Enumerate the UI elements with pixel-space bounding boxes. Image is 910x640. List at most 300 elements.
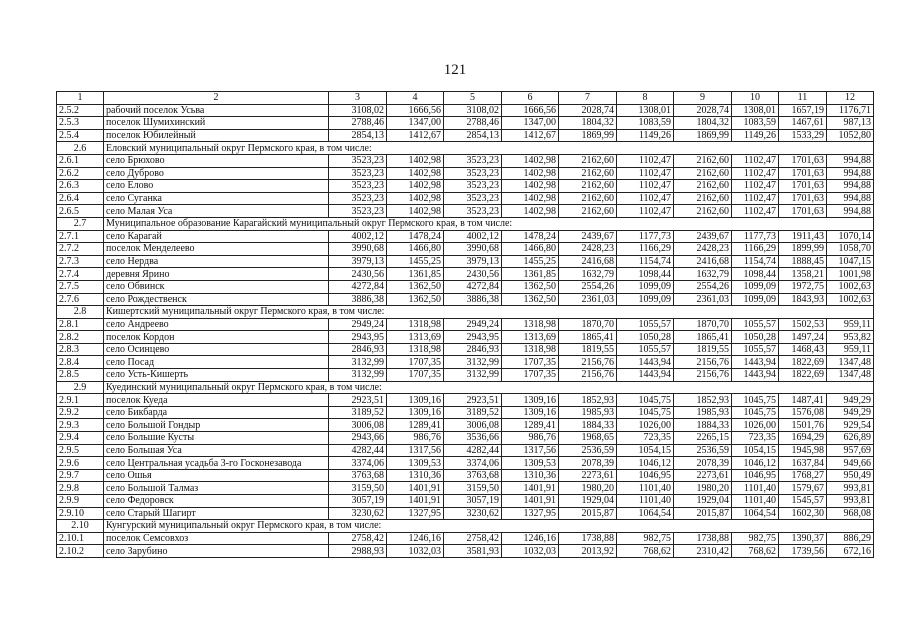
- value-cell: 723,35: [617, 432, 674, 445]
- value-cell: 1390,37: [779, 532, 827, 545]
- column-header: 5: [444, 92, 502, 105]
- value-cell: 950,49: [827, 469, 874, 482]
- value-cell: 993,81: [827, 495, 874, 508]
- value-cell: 1468,43: [779, 343, 827, 356]
- value-cell: 3132,99: [444, 369, 502, 382]
- value-cell: 3108,02: [444, 104, 502, 117]
- value-cell: 1246,16: [502, 532, 559, 545]
- value-cell: 3159,50: [329, 482, 387, 495]
- table-row: [57, 406, 874, 419]
- column-header: 3: [329, 92, 387, 105]
- row-code: 2.9.6: [57, 457, 104, 470]
- value-cell: 1362,50: [387, 293, 444, 306]
- table-row: [57, 457, 874, 470]
- section-row: [57, 381, 874, 394]
- row-code: 2.9.7: [57, 469, 104, 482]
- value-cell: 2428,23: [559, 243, 617, 256]
- settlement-name: поселок Менделеево: [104, 243, 329, 256]
- value-cell: 1980,20: [559, 482, 617, 495]
- section-row: [57, 142, 874, 155]
- value-cell: 1149,26: [732, 129, 779, 142]
- value-cell: 1055,57: [617, 318, 674, 331]
- row-code: 2.6: [57, 142, 104, 155]
- value-cell: 1045,75: [732, 406, 779, 419]
- settlement-name: село Зарубино: [104, 545, 329, 558]
- row-code: 2.6.5: [57, 205, 104, 218]
- value-cell: 1412,67: [387, 129, 444, 142]
- value-cell: 949,66: [827, 457, 874, 470]
- value-cell: 1487,41: [779, 394, 827, 407]
- table-row: [57, 369, 874, 382]
- value-cell: 3057,19: [444, 495, 502, 508]
- value-cell: 1308,01: [617, 104, 674, 117]
- value-cell: 1317,56: [387, 444, 444, 457]
- value-cell: 1046,12: [732, 457, 779, 470]
- value-cell: 1401,91: [502, 495, 559, 508]
- value-cell: 1899,99: [779, 243, 827, 256]
- value-cell: 1083,59: [617, 117, 674, 130]
- row-code: 2.9.10: [57, 507, 104, 520]
- value-cell: 2162,60: [674, 192, 732, 205]
- row-code: 2.7.5: [57, 280, 104, 293]
- value-cell: 1985,93: [559, 406, 617, 419]
- value-cell: 1313,69: [387, 331, 444, 344]
- value-cell: 1402,98: [502, 167, 559, 180]
- value-cell: 3523,23: [444, 180, 502, 193]
- value-cell: 1884,33: [674, 419, 732, 432]
- value-cell: 1289,41: [387, 419, 444, 432]
- settlement-name: село Брюхово: [104, 154, 329, 167]
- table-body: [57, 92, 874, 558]
- value-cell: 1865,41: [559, 331, 617, 344]
- value-cell: 2923,51: [444, 394, 502, 407]
- value-cell: 1313,69: [502, 331, 559, 344]
- value-cell: 1707,35: [387, 369, 444, 382]
- value-cell: 1055,57: [732, 343, 779, 356]
- value-cell: 1545,57: [779, 495, 827, 508]
- value-cell: 2015,87: [674, 507, 732, 520]
- value-cell: 1026,00: [617, 419, 674, 432]
- value-cell: 1945,98: [779, 444, 827, 457]
- value-cell: 4002,12: [444, 230, 502, 243]
- value-cell: 2028,74: [559, 104, 617, 117]
- column-header: 4: [387, 92, 444, 105]
- value-cell: 1701,63: [779, 180, 827, 193]
- table-row: [57, 545, 874, 558]
- value-cell: 1347,48: [827, 356, 874, 369]
- value-cell: 957,69: [827, 444, 874, 457]
- row-code: 2.7.2: [57, 243, 104, 256]
- value-cell: 626,89: [827, 432, 874, 445]
- value-cell: 4272,84: [329, 280, 387, 293]
- value-cell: 1054,15: [732, 444, 779, 457]
- value-cell: 2430,56: [329, 268, 387, 281]
- value-cell: 1401,91: [502, 482, 559, 495]
- value-cell: 1308,01: [732, 104, 779, 117]
- value-cell: 1888,45: [779, 255, 827, 268]
- value-cell: 1318,98: [387, 318, 444, 331]
- settlement-name: село Большая Уса: [104, 444, 329, 457]
- value-cell: 1055,57: [617, 343, 674, 356]
- value-cell: 3990,68: [329, 243, 387, 256]
- value-cell: 1402,98: [387, 154, 444, 167]
- row-code: 2.8.4: [57, 356, 104, 369]
- table-row: [57, 268, 874, 281]
- table-row: [57, 444, 874, 457]
- value-cell: 2788,46: [444, 117, 502, 130]
- value-cell: 1985,93: [674, 406, 732, 419]
- value-cell: 1455,25: [502, 255, 559, 268]
- table-row: [57, 331, 874, 344]
- value-cell: 1401,91: [387, 482, 444, 495]
- value-cell: 1402,98: [502, 154, 559, 167]
- value-cell: 3132,99: [329, 356, 387, 369]
- settlement-name: село Карагай: [104, 230, 329, 243]
- value-cell: 1455,25: [387, 255, 444, 268]
- settlement-name: село Андреево: [104, 318, 329, 331]
- table-row: [57, 205, 874, 218]
- value-cell: 1632,79: [559, 268, 617, 281]
- page-number: 121: [443, 62, 467, 78]
- value-cell: 1318,98: [387, 343, 444, 356]
- value-cell: 2554,26: [559, 280, 617, 293]
- value-cell: 2156,76: [559, 356, 617, 369]
- settlement-name: село Бикбарда: [104, 406, 329, 419]
- value-cell: 1637,84: [779, 457, 827, 470]
- value-cell: 1102,47: [732, 205, 779, 218]
- value-cell: 2943,95: [329, 331, 387, 344]
- value-cell: 986,76: [387, 432, 444, 445]
- value-cell: 3159,50: [444, 482, 502, 495]
- value-cell: 2430,56: [444, 268, 502, 281]
- table-row: [57, 280, 874, 293]
- value-cell: 3230,62: [329, 507, 387, 520]
- column-header: 2: [104, 92, 329, 105]
- value-cell: 1819,55: [674, 343, 732, 356]
- row-code: 2.5.4: [57, 129, 104, 142]
- row-code: 2.8.5: [57, 369, 104, 382]
- table-row: [57, 507, 874, 520]
- value-cell: 1055,57: [732, 318, 779, 331]
- value-cell: 1666,56: [502, 104, 559, 117]
- value-cell: 2162,60: [674, 205, 732, 218]
- value-cell: 1309,53: [502, 457, 559, 470]
- value-cell: 1246,16: [387, 532, 444, 545]
- value-cell: 1347,48: [827, 369, 874, 382]
- section-title: Муниципальное образование Карагайский муниципальный округ Пермского края, в том числе:: [104, 217, 874, 230]
- value-cell: 3523,23: [444, 192, 502, 205]
- value-cell: 982,75: [732, 532, 779, 545]
- row-code: 2.7.6: [57, 293, 104, 306]
- value-cell: 3006,08: [444, 419, 502, 432]
- value-cell: 2949,24: [444, 318, 502, 331]
- settlement-name: поселок Юбилейный: [104, 129, 329, 142]
- value-cell: 1852,93: [559, 394, 617, 407]
- value-cell: 3523,23: [329, 180, 387, 193]
- value-cell: 3057,19: [329, 495, 387, 508]
- value-cell: 2162,60: [674, 167, 732, 180]
- section-title: Еловский муниципальный округ Пермского края, в том числе:: [104, 142, 874, 155]
- value-cell: 1309,16: [387, 406, 444, 419]
- value-cell: 768,62: [617, 545, 674, 558]
- settlement-name: село Нердва: [104, 255, 329, 268]
- value-cell: 1412,67: [502, 129, 559, 142]
- settlement-name: рабочий поселок Усьва: [104, 104, 329, 117]
- row-code: 2.9.2: [57, 406, 104, 419]
- value-cell: 2310,42: [674, 545, 732, 558]
- value-cell: 2439,67: [674, 230, 732, 243]
- value-cell: 4002,12: [329, 230, 387, 243]
- value-cell: 1166,29: [732, 243, 779, 256]
- value-cell: 1869,99: [559, 129, 617, 142]
- value-cell: 1701,63: [779, 192, 827, 205]
- value-cell: 993,81: [827, 482, 874, 495]
- value-cell: 1870,70: [559, 318, 617, 331]
- value-cell: 2949,24: [329, 318, 387, 331]
- table-row: [57, 180, 874, 193]
- value-cell: 1402,98: [387, 180, 444, 193]
- table-row: [57, 394, 874, 407]
- table-row: [57, 419, 874, 432]
- settlement-name: село Центральная усадьба 3-го Госконезавода: [104, 457, 329, 470]
- value-cell: 1177,73: [617, 230, 674, 243]
- value-cell: 1327,95: [502, 507, 559, 520]
- value-cell: 3006,08: [329, 419, 387, 432]
- value-cell: 1657,19: [779, 104, 827, 117]
- settlement-name: село Большие Кусты: [104, 432, 329, 445]
- value-cell: 994,88: [827, 154, 874, 167]
- value-cell: 1099,09: [617, 293, 674, 306]
- value-cell: 1002,63: [827, 293, 874, 306]
- value-cell: 1154,74: [617, 255, 674, 268]
- column-header: 7: [559, 92, 617, 105]
- value-cell: 1402,98: [502, 192, 559, 205]
- value-cell: 1310,36: [387, 469, 444, 482]
- value-cell: 2273,61: [559, 469, 617, 482]
- row-code: 2.9.8: [57, 482, 104, 495]
- value-cell: 2361,03: [559, 293, 617, 306]
- table-row: [57, 469, 874, 482]
- value-cell: 1443,94: [617, 356, 674, 369]
- value-cell: 2078,39: [559, 457, 617, 470]
- value-cell: 2536,59: [674, 444, 732, 457]
- value-cell: 1402,98: [502, 180, 559, 193]
- section-title: Кишертский муниципальный округ Пермского края, в том числе:: [104, 306, 874, 319]
- settlement-name: село Большой Гондыр: [104, 419, 329, 432]
- value-cell: 1289,41: [502, 419, 559, 432]
- value-cell: 994,88: [827, 205, 874, 218]
- value-cell: 1972,75: [779, 280, 827, 293]
- table-row: [57, 129, 874, 142]
- value-cell: 1309,53: [387, 457, 444, 470]
- value-cell: 1822,69: [779, 369, 827, 382]
- value-cell: 1478,24: [502, 230, 559, 243]
- value-cell: 1026,00: [732, 419, 779, 432]
- value-cell: 1579,67: [779, 482, 827, 495]
- value-cell: 2013,92: [559, 545, 617, 558]
- value-cell: 2162,60: [559, 192, 617, 205]
- value-cell: 1310,36: [502, 469, 559, 482]
- value-cell: 1602,30: [779, 507, 827, 520]
- value-cell: 2416,68: [559, 255, 617, 268]
- value-cell: 3132,99: [329, 369, 387, 382]
- value-cell: 3523,23: [444, 167, 502, 180]
- value-cell: 1177,73: [732, 230, 779, 243]
- value-cell: 953,82: [827, 331, 874, 344]
- value-cell: 2416,68: [674, 255, 732, 268]
- value-cell: 1347,00: [387, 117, 444, 130]
- value-cell: 1738,88: [674, 532, 732, 545]
- settlement-name: поселок Шумихинский: [104, 117, 329, 130]
- value-cell: 1098,44: [617, 268, 674, 281]
- row-code: 2.10.1: [57, 532, 104, 545]
- value-cell: 1101,40: [617, 495, 674, 508]
- value-cell: 3886,38: [444, 293, 502, 306]
- table-row: [57, 255, 874, 268]
- value-cell: 3886,38: [329, 293, 387, 306]
- value-cell: 1865,41: [674, 331, 732, 344]
- value-cell: 1402,98: [502, 205, 559, 218]
- value-cell: 982,75: [617, 532, 674, 545]
- value-cell: 1852,93: [674, 394, 732, 407]
- table-row: [57, 482, 874, 495]
- value-cell: 1768,27: [779, 469, 827, 482]
- table-row: [57, 432, 874, 445]
- value-cell: 1911,43: [779, 230, 827, 243]
- value-cell: 4282,44: [444, 444, 502, 457]
- value-cell: 3523,23: [329, 154, 387, 167]
- section-row: [57, 306, 874, 319]
- settlement-name: поселок Кордон: [104, 331, 329, 344]
- value-cell: 3523,23: [329, 167, 387, 180]
- value-cell: 1804,32: [674, 117, 732, 130]
- value-cell: 1032,03: [387, 545, 444, 558]
- value-cell: 3132,99: [444, 356, 502, 369]
- row-code: 2.8: [57, 306, 104, 319]
- value-cell: 1502,53: [779, 318, 827, 331]
- column-header: 12: [827, 92, 874, 105]
- table-row: [57, 356, 874, 369]
- value-cell: 1101,40: [732, 482, 779, 495]
- row-code: 2.9.3: [57, 419, 104, 432]
- value-cell: 3523,23: [329, 205, 387, 218]
- value-cell: 1361,85: [387, 268, 444, 281]
- value-cell: 2788,46: [329, 117, 387, 130]
- value-cell: 4272,84: [444, 280, 502, 293]
- settlement-name: село Старый Шагирт: [104, 507, 329, 520]
- row-code: 2.9.9: [57, 495, 104, 508]
- value-cell: 4282,44: [329, 444, 387, 457]
- value-cell: 2265,15: [674, 432, 732, 445]
- value-cell: 886,29: [827, 532, 874, 545]
- row-code: 2.5.3: [57, 117, 104, 130]
- column-header: 9: [674, 92, 732, 105]
- value-cell: 1466,80: [502, 243, 559, 256]
- value-cell: 1102,47: [732, 180, 779, 193]
- value-cell: 2758,42: [444, 532, 502, 545]
- value-cell: 1497,24: [779, 331, 827, 344]
- settlement-name: село Малая Уса: [104, 205, 329, 218]
- table-row: [57, 318, 874, 331]
- value-cell: 1099,09: [732, 280, 779, 293]
- value-cell: 2162,60: [559, 205, 617, 218]
- value-cell: 1052,80: [827, 129, 874, 142]
- value-cell: 1980,20: [674, 482, 732, 495]
- value-cell: 2015,87: [559, 507, 617, 520]
- value-cell: 994,88: [827, 167, 874, 180]
- value-cell: 1050,28: [617, 331, 674, 344]
- value-cell: 1002,63: [827, 280, 874, 293]
- value-cell: 3763,68: [329, 469, 387, 482]
- value-cell: 3523,23: [444, 154, 502, 167]
- value-cell: 672,16: [827, 545, 874, 558]
- value-cell: 1707,35: [502, 369, 559, 382]
- value-cell: 1099,09: [617, 280, 674, 293]
- value-cell: 2028,74: [674, 104, 732, 117]
- table-row: [57, 104, 874, 117]
- value-cell: 1046,95: [617, 469, 674, 482]
- value-cell: 2078,39: [674, 457, 732, 470]
- tariff-table: [56, 91, 874, 558]
- value-cell: 2162,60: [559, 167, 617, 180]
- table-row: [57, 192, 874, 205]
- table-row: [57, 495, 874, 508]
- value-cell: 1166,29: [617, 243, 674, 256]
- value-cell: 1102,47: [617, 180, 674, 193]
- table-row: [57, 243, 874, 256]
- row-code: 2.6.3: [57, 180, 104, 193]
- row-code: 2.9.5: [57, 444, 104, 457]
- value-cell: 1102,47: [732, 192, 779, 205]
- value-cell: 2923,51: [329, 394, 387, 407]
- value-cell: 1309,16: [502, 394, 559, 407]
- section-row: [57, 217, 874, 230]
- section-title: Кунгурский муниципальный округ Пермского края, в том числе:: [104, 520, 874, 533]
- value-cell: 1968,65: [559, 432, 617, 445]
- value-cell: 1154,74: [732, 255, 779, 268]
- value-cell: 1098,44: [732, 268, 779, 281]
- value-cell: 1738,88: [559, 532, 617, 545]
- value-cell: 1694,29: [779, 432, 827, 445]
- value-cell: 1929,04: [674, 495, 732, 508]
- settlement-name: поселок Семсовхоз: [104, 532, 329, 545]
- value-cell: 1401,91: [387, 495, 444, 508]
- settlement-name: село Посад: [104, 356, 329, 369]
- value-cell: 3230,62: [444, 507, 502, 520]
- value-cell: 1576,08: [779, 406, 827, 419]
- value-cell: 1804,32: [559, 117, 617, 130]
- value-cell: 768,62: [732, 545, 779, 558]
- value-cell: 1358,21: [779, 268, 827, 281]
- value-cell: 994,88: [827, 180, 874, 193]
- value-cell: 1347,00: [502, 117, 559, 130]
- value-cell: 2162,60: [674, 180, 732, 193]
- value-cell: 3374,06: [329, 457, 387, 470]
- value-cell: 2162,60: [559, 154, 617, 167]
- table-row: [57, 293, 874, 306]
- value-cell: 1701,63: [779, 154, 827, 167]
- value-cell: 1843,93: [779, 293, 827, 306]
- value-cell: 3523,23: [444, 205, 502, 218]
- value-cell: 1045,75: [732, 394, 779, 407]
- value-cell: 1102,47: [617, 167, 674, 180]
- value-cell: 1102,47: [617, 205, 674, 218]
- value-cell: 3108,02: [329, 104, 387, 117]
- value-cell: 1083,59: [732, 117, 779, 130]
- value-cell: 1361,85: [502, 268, 559, 281]
- settlement-name: село Ошья: [104, 469, 329, 482]
- value-cell: 994,88: [827, 192, 874, 205]
